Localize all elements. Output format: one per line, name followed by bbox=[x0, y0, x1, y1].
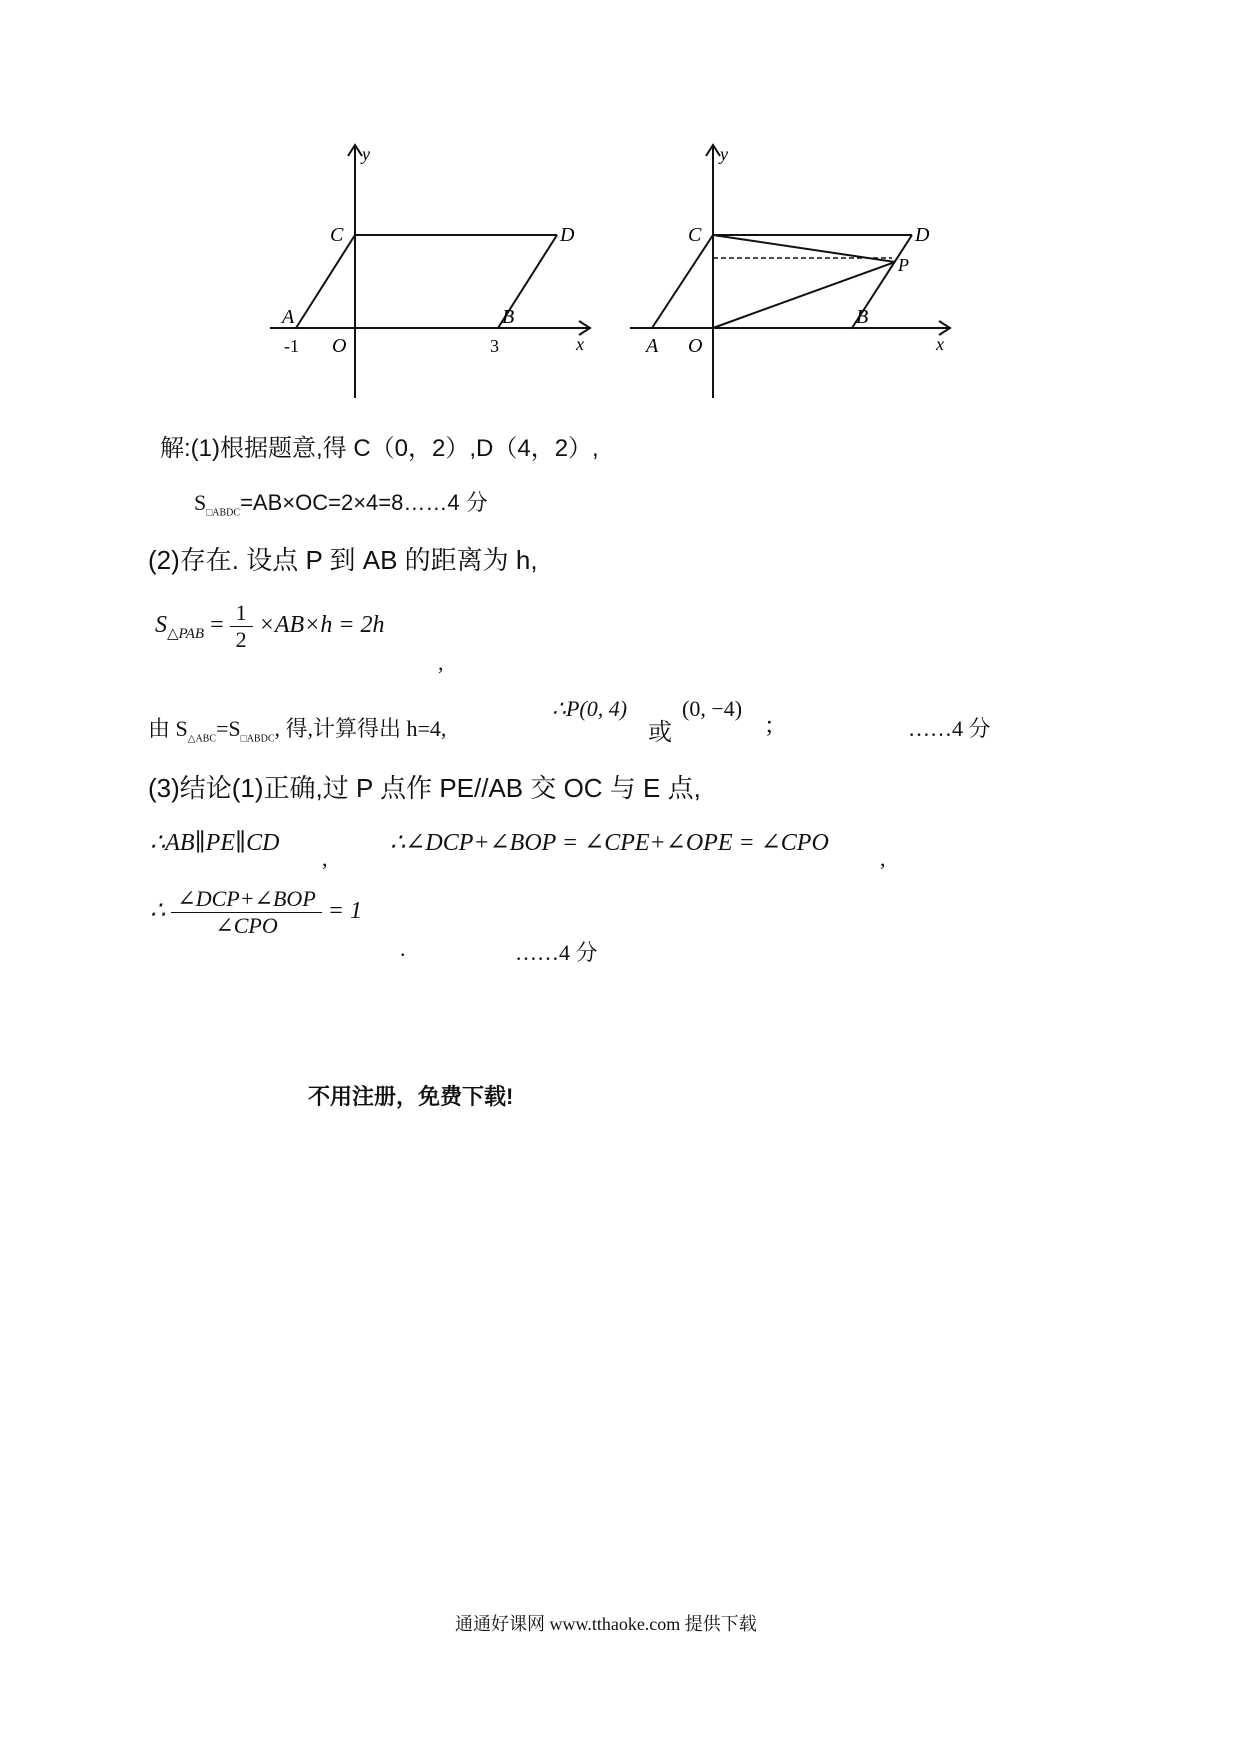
tick-minus1: -1 bbox=[284, 336, 299, 356]
part3-comma1: , bbox=[322, 846, 328, 871]
part3-score: ……4 分 bbox=[515, 940, 598, 965]
label-A: A bbox=[646, 335, 659, 357]
label-O: O bbox=[688, 335, 703, 357]
part2-alt-point: (0, −4) bbox=[682, 696, 743, 721]
part2-comma: , bbox=[438, 650, 444, 675]
figure-parallelogram-with-P bbox=[630, 140, 960, 405]
x-axis-label: x bbox=[936, 334, 944, 354]
part3-fraction-line: ∴ $\frac{\text{∠DCP+∠BOP}}{\text{∠CPO}}$ = 1 bbox=[150, 886, 362, 938]
label-D: D bbox=[915, 224, 930, 246]
y-axis-label: y bbox=[362, 144, 370, 164]
part3-intro: (3)结论(1)正确,过 P 点作 PE//AB 交 OC 与 E 点, bbox=[148, 773, 701, 803]
label-O: O bbox=[332, 335, 347, 357]
page-footer: 通通好课网 www.tthaoke.com 提供下载 bbox=[455, 1614, 757, 1634]
x-axis-label: x bbox=[576, 334, 584, 354]
label-A: A bbox=[282, 306, 295, 328]
label-C: C bbox=[330, 224, 344, 246]
label-D: D bbox=[560, 224, 575, 246]
label-B: B bbox=[856, 306, 869, 328]
part3-comma2: , bbox=[880, 846, 886, 871]
label-P: P bbox=[898, 255, 909, 275]
part2-point-P: ∴P(0, 4) bbox=[552, 696, 628, 721]
part2-score: ……4 分 bbox=[908, 716, 991, 741]
part2-line3-full: 由 $S_{\triangle ABC}=S_{□ABDC}$, 得,计算得出 h=4, bbox=[148, 712, 446, 744]
download-notice: 不用注册，免费下载! bbox=[308, 1084, 514, 1109]
part2-formula: $S_{\triangle PAB}$ = $\frac{1}{2}$ ×AB×h = 2h bbox=[155, 600, 385, 652]
part3-period: . bbox=[400, 936, 406, 961]
y-axis-label: y bbox=[720, 144, 728, 164]
part2-semicolon: ; bbox=[766, 712, 773, 738]
label-C: C bbox=[688, 224, 702, 246]
part2-or: 或 bbox=[648, 719, 672, 746]
tick-3: 3 bbox=[490, 336, 499, 356]
part2-intro: (2)存在. 设点 P 到 AB 的距离为 h, bbox=[148, 545, 538, 575]
figure-parallelogram bbox=[270, 140, 600, 405]
label-B: B bbox=[502, 306, 515, 328]
part3-angles: ∴∠DCP+∠BOP = ∠CPE+∠OPE = ∠CPO bbox=[390, 830, 829, 856]
part1-line1: 解:(1)根据题意,得 C（0，2）,D（4，2）, bbox=[160, 435, 599, 462]
part1-area: $S_{□ABDC}=AB\times OC=2\times 4=8\dots\dots 4$ 分 bbox=[194, 490, 488, 519]
part3-parallel: ∴AB∥PE∥CD bbox=[150, 830, 280, 856]
